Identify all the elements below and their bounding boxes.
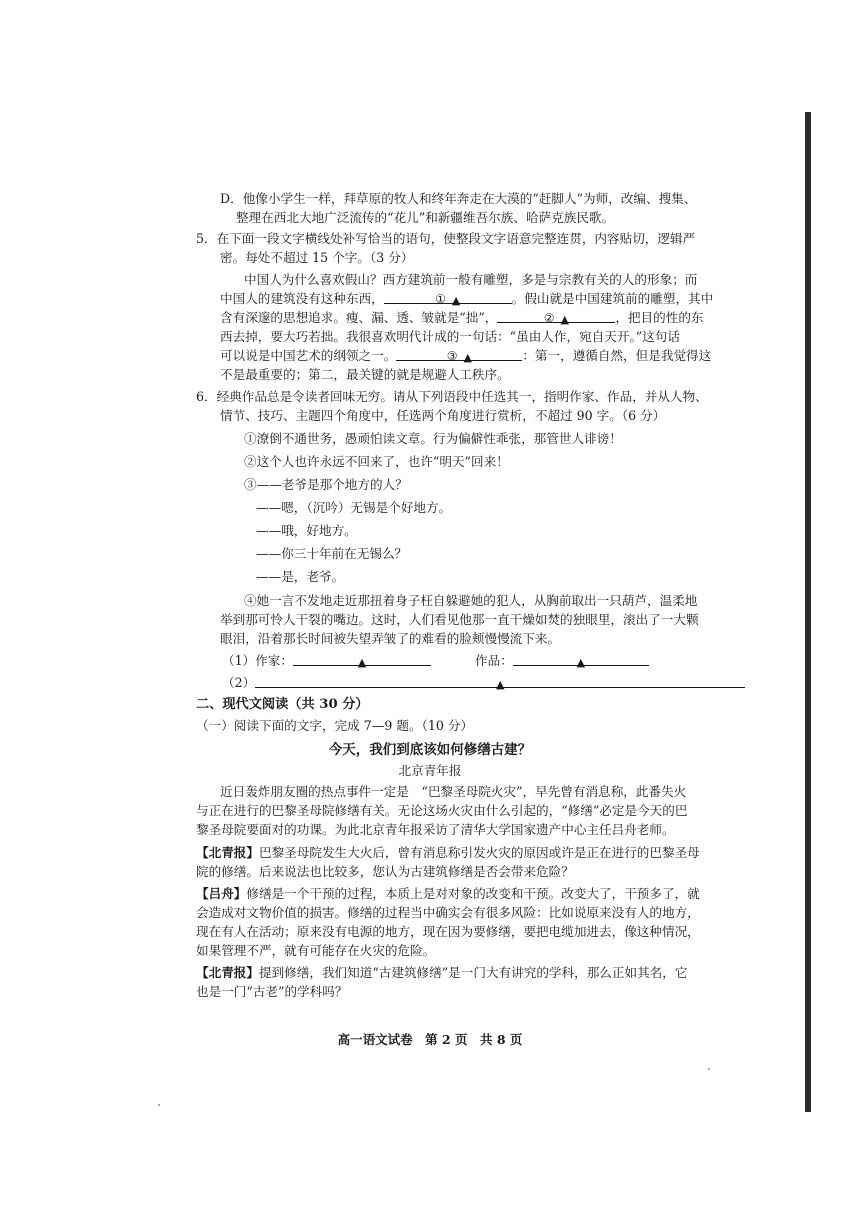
article-source: 北京青年报 <box>398 763 462 778</box>
q6-stem-line1: 6．经典作品总是令读者回味无穷。请从下列语段中任选其一，指明作家、作品，并从人物、 <box>196 389 708 404</box>
interview-a1-line1: 【吕舟】修缮是一个干预的过程，本质上是对对象的改变和干预。改变大了，干预多了，就 <box>196 886 700 901</box>
scan-speck <box>708 1068 710 1070</box>
article-p1-line1: 近日轰炸朋友圈的热点事件一定是 “巴黎圣母院火灾”，早先曾有消息称，此番失火 <box>220 784 687 799</box>
interview-a1-line2: 会造成对文物价值的损害。修缮的过程当中确实会有很多风险：比如说原来没有人的地方， <box>196 905 700 920</box>
q5-passage-line5: 可以说是中国艺术的纲领之一。 ③ ▲ ：第一，遵循自然，但是我觉得这 <box>220 348 712 364</box>
interview-q1-line2: 院的修缮。后来说法也比较多，您认为古建筑修缮是否会带来危险？ <box>196 864 574 879</box>
q5-passage-line1: 中国人为什么喜欢假山？西方建筑前一般有雕塑，多是与宗教有关的人的形象；而 <box>244 272 698 287</box>
triangle-marker-icon: ▲ <box>560 313 569 326</box>
appreciation-answer-field[interactable] <box>255 675 745 691</box>
article-p1-line3: 黎圣母院要面对的功课。为此北京青年报采访了清华大学国家遗产中心主任吕舟老师。 <box>196 822 675 837</box>
speaker-tag: 【吕舟】 <box>196 886 247 901</box>
q6-option-2: ②这个人也许永远不回来了，也许“明天”回来！ <box>244 454 509 469</box>
interview-a1-line3: 现在有人在活动；原来没有电源的地方，现在因为要修缮，要把电缆加进去，像这种情况， <box>196 924 700 939</box>
q5-passage-line4: 西去掉，要大巧若拙。我很喜欢明代计成的一句话：“虽由人作，宛自天开。”这句话 <box>220 329 680 344</box>
article-p1-line2: 与正在进行的巴黎圣母院修缮有关。无论这场火灾由什么引起的，“修缮”必定是今天的巴 <box>196 803 688 818</box>
q5-stem-line2: 密。每处不超过 15 个字。（3 分） <box>220 250 414 265</box>
section-heading: 二、现代文阅读（共 30 分） <box>196 697 369 712</box>
interview-q2-line2: 也是一门“古老”的学科吗？ <box>196 984 348 999</box>
q6-option-3-line-a: ——嗯，（沉吟）无锡是个好地方。 <box>256 500 452 515</box>
triangle-marker-icon: ▲ <box>576 656 586 669</box>
q6-option-3-line-c: ——你三十年前在无锡么？ <box>256 546 408 561</box>
q5-passage-line2: 中国人的建筑没有这种东西， ① ▲ 。假山就是中国建筑前的雕塑，其中 <box>220 291 714 307</box>
q6-answer-1: （1）作家： ▲ 作品： ▲ <box>222 653 649 669</box>
triangle-marker-icon: ▲ <box>451 294 461 307</box>
triangle-marker-icon: ▲ <box>463 351 472 364</box>
q4-option-d-line2: 整理在西北大地广泛流传的“花儿”和新疆维吾尔族、哈萨克族民歌。 <box>236 210 615 225</box>
scan-speck <box>158 1104 160 1106</box>
q5-stem-line1: 5．在下面一段文字横线处补写恰当的语句，使整段文字语意完整连贯，内容贴切，逻辑严 <box>196 231 696 246</box>
interview-q1-line1: 【北青报】巴黎圣母院发生大火后，曾有消息称引发火灾的原因或许是正在进行的巴黎圣母 <box>196 845 700 860</box>
q5-passage-line3: 含有深邃的思想追求。瘦、漏、透、皱就是“拙”， ② ▲ ，把目的性的东 <box>220 310 704 326</box>
triangle-marker-icon: ▲ <box>357 656 367 669</box>
q5-blank-1[interactable]: ① ▲ <box>384 291 512 304</box>
q5-passage-line6: 不是最重要的；第二，最关键的就是规避人工秩序。 <box>220 367 510 382</box>
interview-q2-line1: 【北青报】提到修缮，我们知道“古建筑修缮”是一门大有讲究的学科，那么正如其名，它 <box>196 965 688 980</box>
q6-option-3-line-b: ——哦，好地方。 <box>256 523 357 538</box>
interview-a1-line4: 如果管理不严，就有可能存在火灾的危险。 <box>196 943 436 958</box>
page-footer: 高一语文试卷 第 2 页 共 8 页 <box>337 1032 523 1047</box>
section-subheading: （一）阅读下面的文字，完成 7—9 题。（10 分） <box>196 718 474 733</box>
scan-edge-shadow <box>805 112 811 1112</box>
speaker-tag: 【北青报】 <box>196 845 259 860</box>
q6-option-1: ①潦倒不通世务，愚顽怕读文章。行为偏僻性乖张，那管世人诽谤！ <box>244 431 622 446</box>
q6-option-4-line1: ④她一言不发地走近那扭着身子枉自躲避她的犯人，从胸前取出一只葫芦，温柔地 <box>244 593 698 608</box>
q6-option-3: ③——老爷是那个地方的人？ <box>244 477 408 492</box>
q6-option-4-line2: 举到那可怜人干裂的嘴边。这时，人们看见他那一直干燥如焚的独眼里，滚出了一大颗 <box>220 612 699 627</box>
speaker-tag: 【北青报】 <box>196 965 259 980</box>
q5-blank-3[interactable]: ③ ▲ <box>396 348 522 361</box>
q6-option-3-line-d: ——是，老爷。 <box>256 569 345 584</box>
q6-option-4-line3: 眼泪，沿着那长时间被失望弄皱了的难看的脸颊慢慢流下来。 <box>220 631 561 646</box>
author-answer-field[interactable] <box>293 653 431 669</box>
work-answer-field[interactable] <box>513 653 649 669</box>
q4-option-d-line1: D．他像小学生一样，拜草原的牧人和终年奔走在大漠的“赶脚人”为师，改编、搜集、 <box>220 191 697 206</box>
q6-answer-2: （2） ▲ <box>222 675 745 691</box>
article-title: 今天，我们到底该如何修缮古建？ <box>328 742 532 758</box>
triangle-marker-icon: ▲ <box>495 678 505 691</box>
q6-stem-line2: 情节、技巧、主题四个角度中，任选两个角度进行赏析，不超过 90 字。（6 分） <box>220 408 666 423</box>
q5-blank-2[interactable]: ② ▲ <box>497 310 615 323</box>
